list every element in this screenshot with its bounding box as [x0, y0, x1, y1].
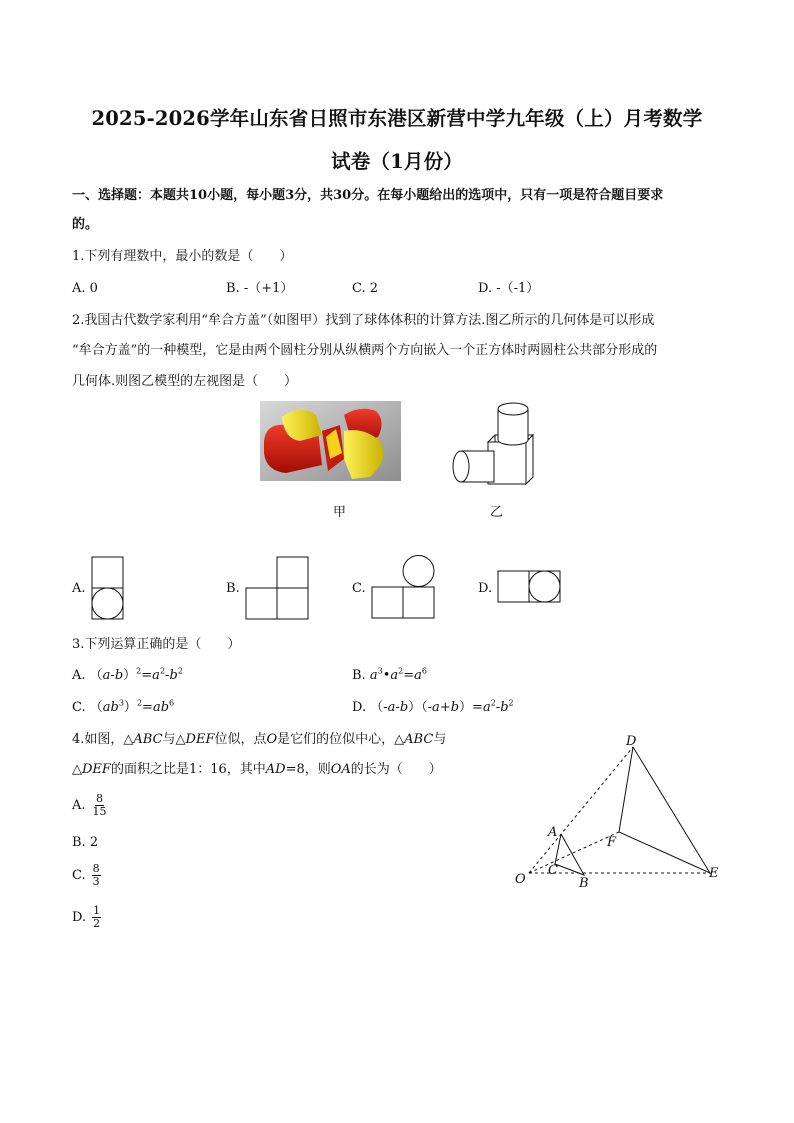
q2-option-c-figure: [370, 553, 438, 621]
label-c: C: [548, 863, 558, 878]
q3-option-a: A. $(a-b)^2=a^2-b^2$: [72, 666, 183, 683]
label-f: F: [607, 835, 617, 850]
q3-option-d: D. $(-a-b)(-a+b)=a^2-b^2$: [352, 698, 514, 715]
label-e: E: [709, 866, 719, 881]
figure-jia-caption: 甲: [333, 505, 347, 520]
page-title-line2: 试卷（1月份）: [331, 150, 463, 173]
q2-stem-line3: 几何体.则图乙模型的左视图是（ ）: [72, 374, 298, 389]
q1-option-b: B. -（+1）: [226, 281, 294, 296]
q4-option-d: D. $\frac{1}{2}$: [72, 904, 101, 930]
ray-of: [529, 832, 619, 873]
triangle-def: [619, 747, 710, 873]
page-title: 2025-2026学年山东省日照市东港区新营中学九年级（上）月考数学: [91, 107, 703, 130]
q3-stem: 3.下列运算正确的是（ ）: [72, 637, 241, 652]
q2-option-b-label: B.: [226, 581, 240, 596]
label-o: O: [515, 872, 526, 887]
q2-stem-line2: “牟合方盖”的一种模型，它是由两个圆柱分别从纵横两个方向嵌入一个正方体时两圆柱公共部分形成的: [72, 343, 658, 358]
q2-option-b-figure: [244, 555, 312, 621]
q2-option-c-label: C.: [352, 581, 366, 596]
q1-option-a: A. 0: [72, 281, 98, 296]
label-d: D: [626, 734, 637, 749]
q2-stem-line1: 2.我国古代数学家利用“牟合方盖”（如图甲）找到了球体体积的计算方法.图乙所示的几何体是可以形成: [72, 313, 655, 328]
q4-stem-line2: △DEF的面积之比是1：16，其中AD=8，则OA的长为（ ）: [72, 762, 442, 777]
q4-option-b: B. 2: [72, 835, 99, 850]
figure-yi-caption: 乙: [490, 505, 504, 520]
label-b: B: [579, 876, 589, 891]
figure-yi-drawing: [445, 398, 545, 490]
q1-option-d: D. -（-1）: [478, 281, 540, 296]
ray-od: [529, 747, 633, 873]
q2-option-a-figure: [90, 555, 126, 621]
q4-option-c: C. $\frac{8}{3}$: [72, 862, 100, 888]
label-a: A: [548, 825, 558, 840]
section-heading: 一、选择题：本题共10小题，每小题3分，共30分。在每小题给出的选项中，只有一项是符合题目要求: [72, 188, 664, 203]
figure-jia-image: [260, 401, 401, 481]
q3-option-c: C. $(ab^3)^2=ab^6$: [72, 698, 175, 715]
q4-stem-line1: 4.如图，△ABC与△DEF位似，点O是它们的位似中心，△ABC与: [72, 732, 447, 747]
section-heading-cont: 的。: [72, 217, 99, 232]
q4-option-a: A. $\frac{8}{15}$: [72, 792, 107, 818]
q1-stem: 1.下列有理数中，最小的数是（ ）: [72, 249, 293, 264]
q1-option-c: C. 2: [352, 281, 379, 296]
q2-option-d-figure: [496, 569, 564, 605]
q2-option-d-label: D.: [478, 581, 493, 596]
q2-option-a-label: A.: [72, 581, 86, 596]
q3-option-b: B. $a^3•a^2=a^6$: [352, 666, 427, 683]
q4-homothety-figure: [505, 728, 735, 893]
